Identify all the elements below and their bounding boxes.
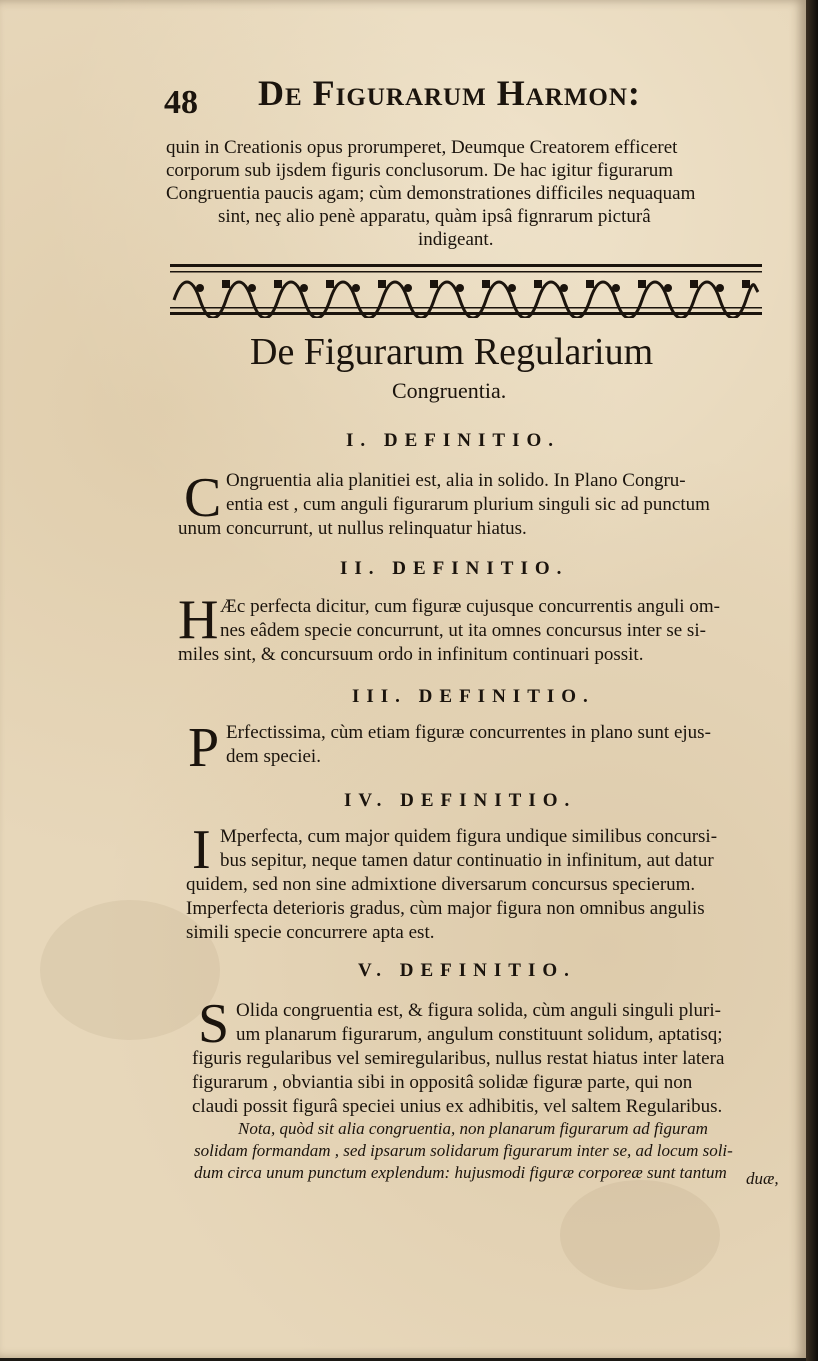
definition-heading: I. DEFINITIO. xyxy=(346,430,560,451)
definition-line: quidem, sed non sine admixtione diversarum concursus specierum. xyxy=(186,874,696,895)
definition-line: figuris regularibus vel semiregularibus, nullus restat hiatus inter latera xyxy=(192,1048,725,1069)
definition-line: entia est , cum anguli figurarum plurium singuli sic ad punctum xyxy=(226,494,710,515)
paper-stain xyxy=(40,900,220,1040)
drop-capital: C xyxy=(184,467,222,529)
drop-capital: P xyxy=(188,717,220,779)
definition-heading: III. DEFINITIO. xyxy=(352,686,595,707)
definition-heading: II. DEFINITIO. xyxy=(340,558,569,579)
page-number: 48 xyxy=(164,84,198,121)
definition-line: dem speciei. xyxy=(226,746,321,767)
intro-line: corporum sub ijsdem figuris conclusorum. De hac igitur figurarum xyxy=(166,160,674,181)
paper-stain xyxy=(560,1180,720,1290)
definition-line: Imperfecta deterioris gradus, cùm major figura non omnibus angulis xyxy=(186,898,705,919)
definition-line: nes eâdem specie concurrunt, ut ita omnes concursus inter se si- xyxy=(220,620,706,641)
definition-line: Erfectissima, cùm etiam figuræ concurrentes in plano sunt ejus- xyxy=(226,722,711,743)
book-gutter xyxy=(806,0,818,1361)
definition-line: um planarum figurarum, angulum constituunt solidum, aptatisq; xyxy=(236,1024,723,1045)
chapter-subtitle: Congruentia. xyxy=(392,378,507,403)
definition-line: miles sint, & concursuum ordo in infinitum continuari possit. xyxy=(178,644,644,665)
definition-heading: IV. DEFINITIO. xyxy=(344,790,577,811)
drop-capital: H xyxy=(178,589,219,651)
definition-line: figurarum , obviantia sibi in oppositâ solidæ figuræ parte, qui non xyxy=(192,1072,693,1093)
definition-line: Ongruentia alia planitiei est, alia in solido. In Plano Congru- xyxy=(226,470,686,491)
definition-line: claudi possit figurâ speciei unius ex adhibitis, vel saltem Regularibus. xyxy=(192,1096,723,1117)
intro-line: quin in Creationis opus prorumperet, Deumque Creatorem efficeret xyxy=(166,137,678,158)
running-title: De Figurarum Harmon: xyxy=(258,73,641,113)
definition-line: Olida congruentia est, & figura solida, cùm anguli singuli pluri- xyxy=(236,1000,721,1021)
definition-line: bus sepitur, neque tamen datur continuatio in infinitum, aut datur xyxy=(220,850,714,871)
definition-line: unum concurrunt, ut nullus relinquatur hiatus. xyxy=(178,518,527,539)
nota-line: Nota, quòd sit alia congruentia, non planarum figurarum ad figuram xyxy=(238,1119,708,1138)
intro-line: indigeant. xyxy=(418,229,494,250)
nota-line: dum circa unum punctum explendum: hujusmodi figuræ corporeæ sunt tantum xyxy=(194,1163,727,1182)
intro-line: Congruentia paucis agam; cùm demonstrationes difficiles nequaquam xyxy=(166,183,696,204)
definition-line: Mperfecta, cum major quidem figura undique similibus concursi- xyxy=(220,826,718,847)
chapter-title: De Figurarum Regularium xyxy=(250,331,654,373)
catchword: duæ, xyxy=(746,1169,779,1188)
definition-line: Æc perfecta dicitur, cum figuræ cujusque concurrentis anguli om- xyxy=(220,596,720,617)
nota-line: solidam formandam , sed ipsarum solidarum figurarum inter se, ad locum soli- xyxy=(194,1141,733,1160)
intro-line: sint, neç alio penè apparatu, quàm ipsâ fignrarum picturâ xyxy=(218,206,651,227)
definition-line: simili specie concurrere apta est. xyxy=(186,922,435,943)
decorative-headpiece xyxy=(170,262,762,318)
definition-heading: V. DEFINITIO. xyxy=(358,960,576,981)
drop-capital: I xyxy=(192,819,211,881)
drop-capital: S xyxy=(198,993,230,1055)
